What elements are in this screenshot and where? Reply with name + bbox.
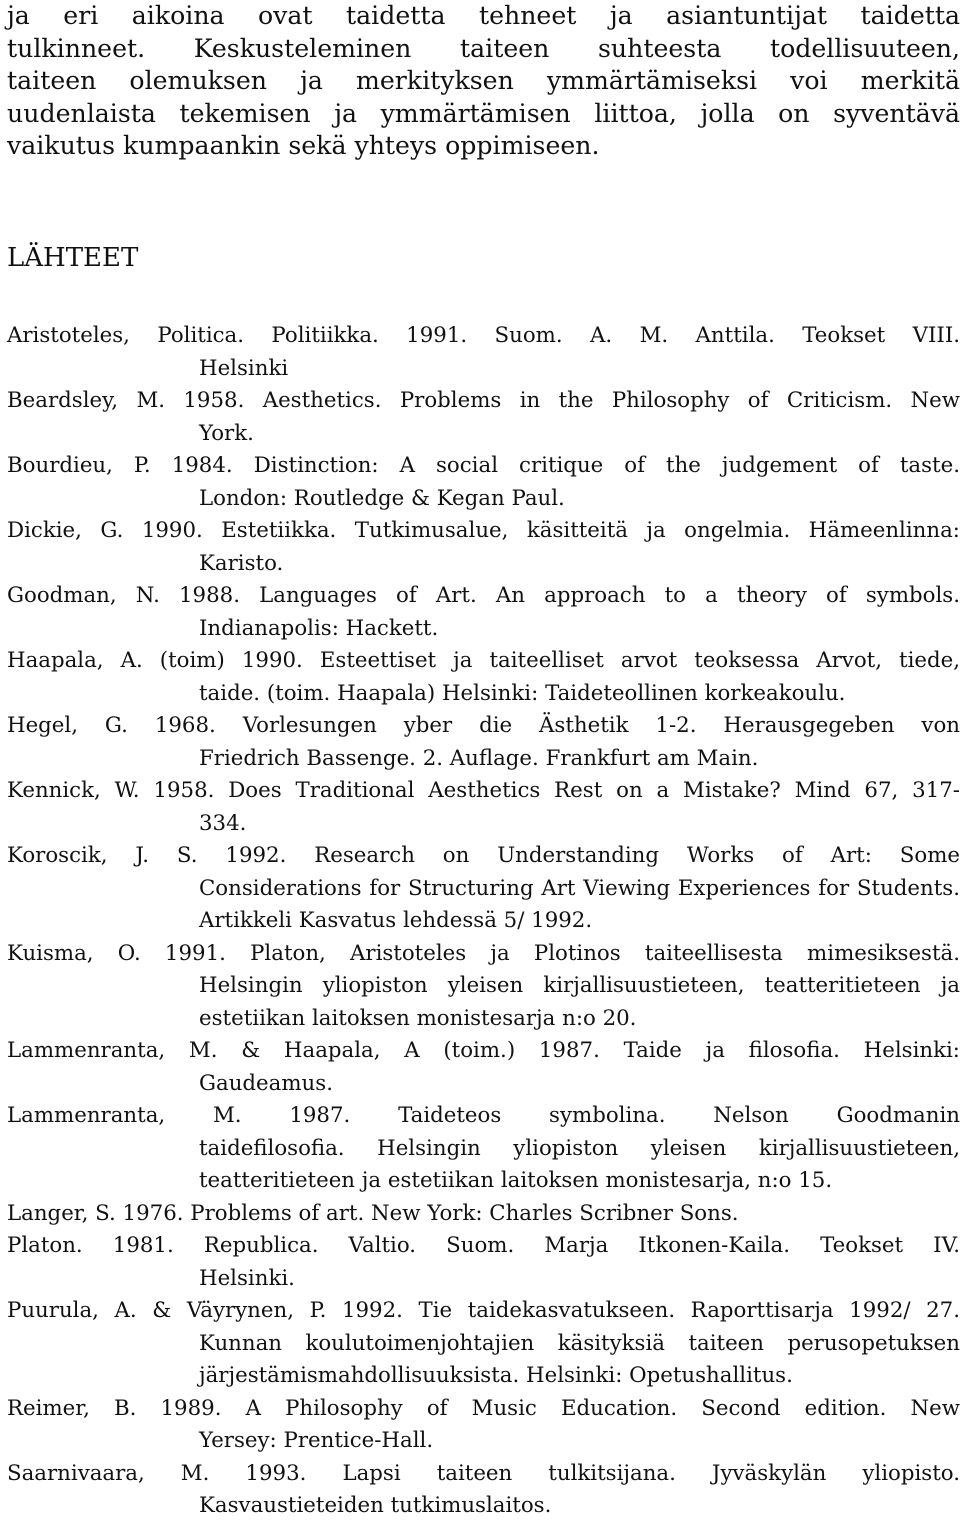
reference-line: Yersey: Prentice-Hall. [199,1428,434,1453]
reference-entry [7,1035,960,1100]
reference-line: Lammenranta, M. 1987. Taideteos symbolina. Nelson Goodmanin [7,1103,960,1128]
reference-line: Saarnivaara, M. 1993. Lapsi taiteen tulkitsijana. Jyväskylän yliopisto. [7,1460,960,1486]
reference-entry [7,938,960,1036]
reference-line: Lammenranta, M. & Haapala, A (toim.) 1987. Taide ja filosofia. Helsinki: [7,1038,960,1063]
reference-line: Aristoteles, Politica. Politiikka. 1991. Suom. A. M. Anttila. Teokset VIII. [7,323,960,348]
reference-line: järjestämismahdollisuuksista. Helsinki: Opetushallitus. [199,1363,793,1388]
reference-line: Kunnan koulutoimenjohtajien käsityksiä taiteen perusopetuksen [199,1330,960,1356]
reference-line: Considerations for Structuring Art Viewing Experiences for Students. [199,875,960,901]
reference-line: London: Routledge & Kegan Paul. [199,485,565,511]
reference-line: Bourdieu, P. 1984. Distinction: A social critique of the judgement of taste. [7,453,960,478]
reference-line: taidefilosofia. Helsingin yliopiston yleisen kirjallisuustieteen, [199,1135,960,1161]
intro-paragraph [7,0,960,163]
reference-entry [7,320,960,385]
reference-line: Haapala, A. (toim) 1990. Esteettiset ja taiteelliset arvot teoksessa Arvot, tiede, [7,648,960,673]
reference-line: Indianapolis: Hackett. [199,615,439,641]
reference-entry [7,710,960,775]
reference-line: Reimer, B. 1989. A Philosophy of Music Education. Second edition. New [7,1395,960,1421]
reference-line: Gaudeamus. [199,1070,333,1096]
reference-line: Kennick, W. 1958. Does Traditional Aesthetics Rest on a Mistake? Mind 67, 317- [7,778,960,803]
reference-entry [7,580,960,645]
reference-line: Friedrich Bassenge. 2. Auflage. Frankfurt am Main. [199,745,759,771]
reference-line: Langer, S. 1976. Problems of art. New York: Charles Scribner Sons. [7,1200,739,1226]
intro-line: ja eri aikoina ovat taidetta tehneet ja asiantuntijat taidetta [7,1,960,30]
reference-line: Puurula, A. & Väyrynen, P. 1992. Tie taidekasvatukseen. Raporttisarja 1992/ 27. [7,1298,960,1323]
document-page [7,0,960,1518]
reference-line: Kuisma, O. 1991. Platon, Aristoteles ja Plotinos taiteellisesta mimesiksestä. [7,940,960,966]
reference-line: Kasvaustieteiden tutkimuslaitos. [199,1493,552,1518]
reference-line: Helsinki. [199,1265,295,1291]
reference-line: Dickie, G. 1990. Estetiikka. Tutkimusalue, käsitteitä ja ongelmia. Hämeenlinna: [7,518,960,543]
reference-line: Helsingin yliopiston yleisen kirjallisuustieteen, teatteritieteen ja [199,973,960,998]
reference-entry [7,1458,960,1523]
reference-entry [7,1100,960,1198]
reference-line: Helsinki [199,355,289,381]
reference-line: 334. [199,810,247,836]
reference-entry [7,385,960,450]
reference-line: Goodman, N. 1988. Languages of Art. An approach to a theory of symbols. [7,583,960,608]
reference-line: estetiikan laitoksen monistesarja n:o 20. [199,1005,637,1031]
reference-list [7,320,960,1523]
reference-entry [7,1230,960,1295]
reference-entry [7,775,960,840]
reference-line: Platon. 1981. Republica. Valtio. Suom. Marja Itkonen-Kaila. Teokset IV. [7,1233,960,1258]
reference-entry [7,840,960,938]
reference-entry [7,645,960,710]
intro-line: tulkinneet. Keskusteleminen taiteen suhteesta todellisuuteen, [7,33,960,63]
reference-line: York. [199,420,254,446]
reference-entry [7,450,960,515]
reference-line: Karisto. [199,550,284,576]
intro-line: taiteen olemuksen ja merkityksen ymmärtämiseksi voi merkitä [7,66,960,95]
reference-entry [7,515,960,580]
intro-line: vaikutus kumpaankin sekä yhteys oppimiseen. [7,131,600,160]
intro-line: uudenlaista tekemisen ja ymmärtämisen liittoa, jolla on syventävä [7,98,960,128]
reference-entry [7,1393,960,1458]
reference-line: Hegel, G. 1968. Vorlesungen yber die Ästhetik 1-2. Herausgegeben von [7,713,960,738]
reference-entry [7,1295,960,1393]
reference-line: Artikkeli Kasvatus lehdessä 5/ 1992. [199,908,593,933]
reference-line: Beardsley, M. 1958. Aesthetics. Problems in the Philosophy of Criticism. New [7,388,960,413]
reference-line: taide. (toim. Haapala) Helsinki: Taideteollinen korkeakoulu. [199,680,846,706]
section-heading: LÄHTEET [7,243,139,273]
reference-entry [7,1198,960,1231]
reference-line: teatteritieteen ja estetiikan laitoksen monistesarja, n:o 15. [199,1168,833,1193]
reference-line: Koroscik, J. S. 1992. Research on Understanding Works of Art: Some [7,843,960,868]
